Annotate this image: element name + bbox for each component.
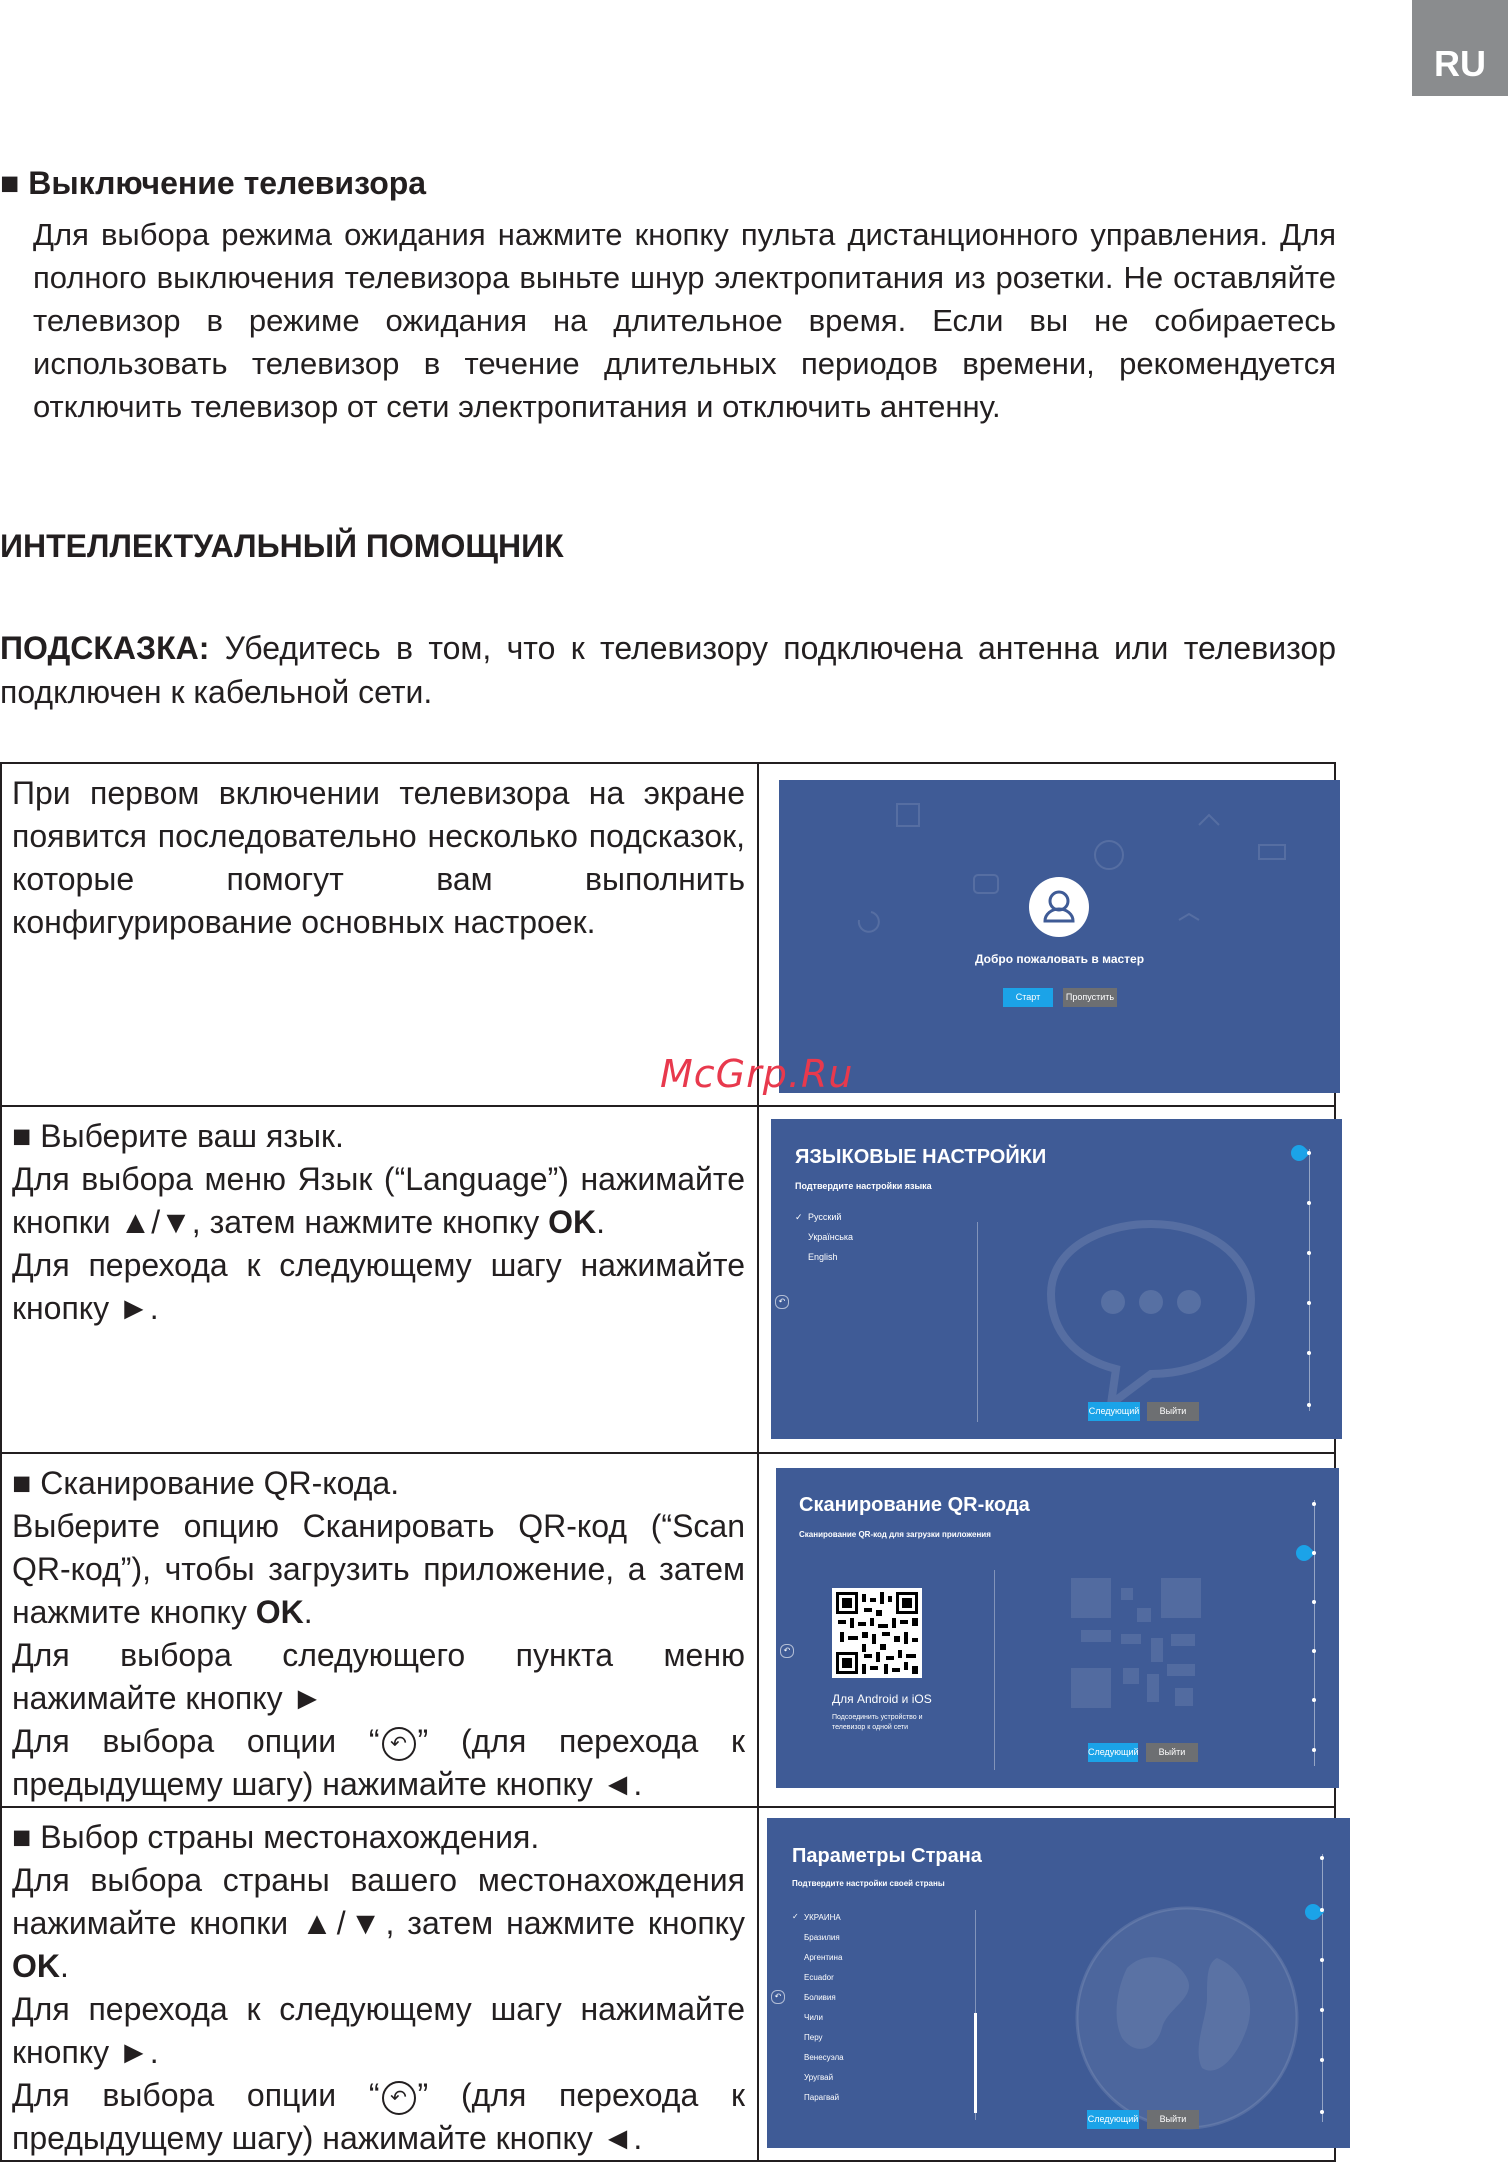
power-off-text: Для выбора режима ожидания нажмите кнопку пульта дистанционного управления. Для полного выключения телевизора выньте шнур электропитания из розетки. Не оставляйте телевизор в режиме ожидания на длительное время. Если вы не собираетесь использовать телевизор в течение длительных периодов времени, рекомендуется отключить телевизор от сети электропитания и отключить антенну. — [33, 217, 1336, 424]
qr-description: телевизор к одной сети — [832, 1724, 908, 1731]
list-item[interactable]: Уругвай — [804, 2073, 834, 2082]
globe-icon — [1067, 1898, 1307, 2138]
country-subtitle: Подтвердите настройки своей страны — [792, 1879, 945, 1888]
qr-code — [832, 1588, 922, 1678]
check-icon: ✓ — [795, 1212, 803, 1222]
progress-dot — [1320, 1958, 1324, 1962]
wizard-steps-table — [0, 762, 1336, 2162]
progress-dot — [1312, 1600, 1316, 1604]
language-title: ЯЗЫКОВЫЕ НАСТРОЙКИ — [795, 1146, 1047, 1168]
progress-dot — [1312, 1649, 1316, 1653]
start-button[interactable]: Старт — [1003, 988, 1053, 1007]
step-qr-text: ■ Сканирование QR-кода. Выберите опцию Сканировать QR-код (“Scan QR-код”), чтобы загрузить приложение, а затем нажмите кнопку OK. Для выбора следующего пункта меню нажимайте кнопку ► Для выбора опции “ ↶ ” (для перехода к предыдущему шагу) нажимайте кнопку ◄. — [1, 1453, 758, 1807]
back-icon[interactable]: ↶ — [780, 1644, 794, 1658]
welcome-screen — [779, 780, 1340, 1093]
step-language-screen-cell — [758, 1106, 1335, 1453]
list-item[interactable]: Перу — [804, 2033, 823, 2042]
step-country-screen-cell — [758, 1807, 1335, 2161]
progress-dot — [1320, 2110, 1324, 2114]
progress-dot — [1320, 1856, 1324, 1860]
progress-line — [1322, 1854, 1323, 2122]
back-icon: ↶ — [382, 1727, 416, 1761]
exit-button[interactable]: Выйти — [1146, 1743, 1198, 1762]
exit-button[interactable]: Выйти — [1147, 2110, 1199, 2129]
divider — [994, 1570, 995, 1770]
back-icon[interactable]: ↶ — [775, 1295, 789, 1309]
table-row — [1, 1453, 1335, 1807]
platform-label: Для Android и iOS — [832, 1692, 932, 1706]
country-screen — [767, 1818, 1350, 2148]
language-badge: RU — [1412, 0, 1508, 96]
qr-watermark-icon — [1071, 1578, 1201, 1708]
list-item[interactable]: English — [808, 1252, 838, 1262]
exit-button[interactable]: Выйти — [1147, 1402, 1199, 1421]
qr-title: Сканирование QR-кода — [799, 1494, 1030, 1516]
progress-line — [1309, 1149, 1310, 1411]
step-welcome-text: При первом включении телевизора на экране появится последовательно несколько подсказок, которые помогут вам выполнить конфигурирование основных настроек. — [1, 763, 758, 1106]
progress-dot — [1312, 1551, 1316, 1555]
list-item[interactable]: Аргентина — [804, 1953, 843, 1962]
table-row — [1, 1807, 1335, 2161]
qr-screen — [776, 1468, 1339, 1788]
progress-dot — [1320, 2008, 1324, 2012]
speech-bubble-icon — [1021, 1214, 1281, 1414]
progress-dot — [1307, 1201, 1311, 1205]
divider — [977, 1222, 978, 1422]
table-row — [1, 1106, 1335, 1453]
qr-subtitle: Сканирование QR-код для загрузки приложения — [799, 1530, 991, 1539]
progress-dot — [1320, 1908, 1324, 1912]
qr-description: Подсоединить устройство и — [832, 1714, 923, 1721]
progress-dot — [1312, 1748, 1316, 1752]
progress-dot — [1307, 1251, 1311, 1255]
list-item[interactable]: Бразилия — [804, 1933, 840, 1942]
step-country-text: ■ Выбор страны местонахождения. Для выбора страны вашего местонахождения нажимайте кнопки ▲/▼, затем нажмите кнопку OK. Для перехода к следующему шагу нажимайте кнопку ►. Для выбора опции “ ↶ ” (для перехода к предыдущему шагу) нажимайте кнопку ◄. — [1, 1807, 758, 2161]
user-icon — [1027, 875, 1091, 939]
power-off-heading: ■ Выключение телевизора — [0, 165, 427, 201]
progress-dot — [1312, 1502, 1316, 1506]
next-button[interactable]: Следующий — [1088, 1402, 1140, 1421]
progress-dot — [1307, 1301, 1311, 1305]
language-subtitle: Подтвердите настройки языка — [795, 1181, 932, 1191]
language-screen — [771, 1119, 1342, 1439]
list-item[interactable]: Боливия — [804, 1993, 836, 2002]
progress-dot — [1312, 1698, 1316, 1702]
progress-dot — [1320, 2058, 1324, 2062]
country-title: Параметры Страна — [792, 1845, 982, 1867]
step-language-text: ■ Выберите ваш язык. Для выбора меню Язык (“Language”) нажимайте кнопки ▲/▼, затем нажмите кнопку OK. Для перехода к следующему шагу нажимайте кнопку ►. — [1, 1106, 758, 1453]
progress-line — [1314, 1500, 1315, 1766]
skip-button[interactable]: Пропустить — [1063, 988, 1117, 1007]
back-icon[interactable]: ↶ — [771, 1990, 785, 2004]
site-watermark: McGrp.Ru — [660, 1052, 854, 1096]
welcome-title: Добро пожаловать в мастер — [974, 952, 1145, 966]
progress-dot — [1307, 1351, 1311, 1355]
step-qr-screen-cell — [758, 1453, 1335, 1807]
list-item[interactable]: Венесуэла — [804, 2053, 844, 2062]
assistant-heading: ИНТЕЛЛЕКТУАЛЬНЫЙ ПОМОЩНИК — [0, 528, 564, 564]
hint-paragraph — [0, 626, 1336, 714]
list-item[interactable]: Парагвай — [804, 2093, 840, 2102]
progress-dot — [1307, 1403, 1311, 1407]
list-item[interactable]: Українська — [808, 1232, 854, 1242]
scrollbar-thumb[interactable] — [974, 2013, 977, 2113]
list-item[interactable]: Ecuador — [804, 1973, 834, 1982]
progress-dot — [1307, 1151, 1311, 1155]
next-button[interactable]: Следующий — [1088, 1743, 1138, 1762]
next-button[interactable]: Следующий — [1087, 2110, 1139, 2129]
list-item[interactable]: Чили — [804, 2013, 823, 2022]
check-icon: ✓ — [792, 1912, 799, 1921]
back-icon: ↶ — [382, 2081, 416, 2115]
list-item[interactable]: Русский — [808, 1212, 842, 1222]
hint-text: Убедитесь в том, что к телевизору подключена антенна или телевизор подключен к кабельной сети. — [0, 630, 1336, 710]
list-item[interactable]: УКРАИНА — [804, 1913, 841, 1922]
hint-label: ПОДСКАЗКА: — [0, 630, 210, 666]
